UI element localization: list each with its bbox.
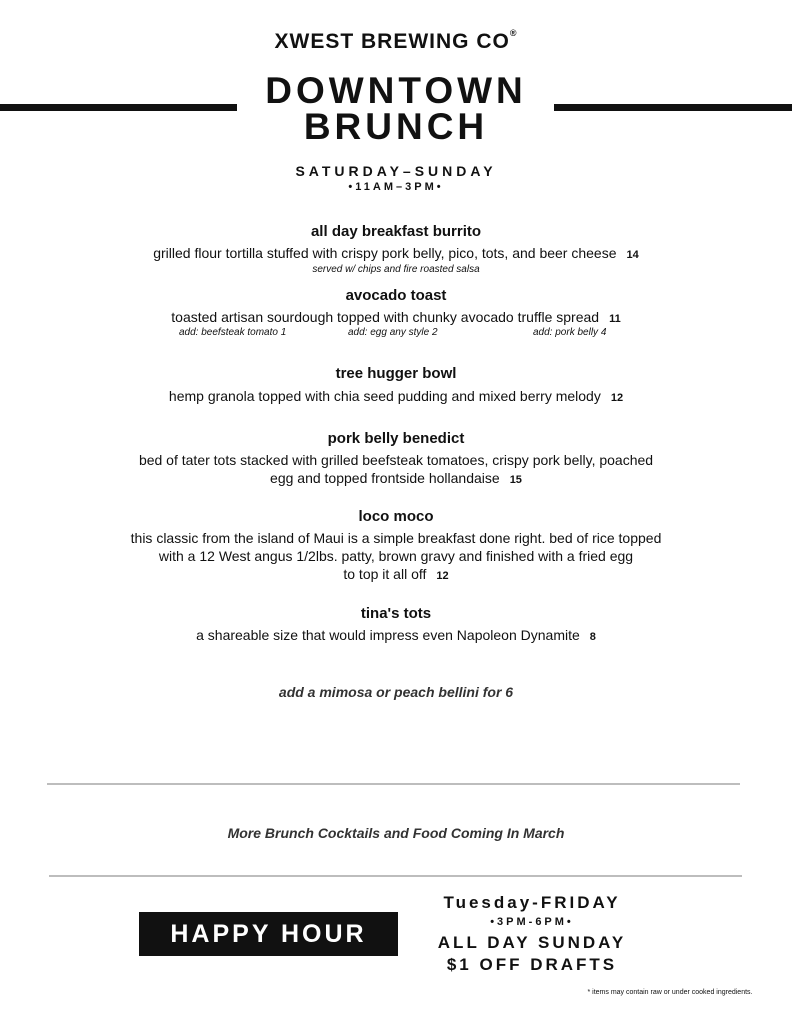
menu-item-name: avocado toast — [345, 287, 447, 304]
happy-hour-hours: •3PM-6PM• — [490, 916, 574, 928]
divider-bottom — [49, 875, 742, 877]
raw-food-disclaimer: * items may contain raw or under cooked ingredients. — [587, 989, 753, 996]
happy-hour-days: Tuesday-FRIDAY — [443, 893, 621, 912]
schedule-days: SATURDAY–SUNDAY — [295, 163, 497, 179]
addon-egg: add: egg any style 2 — [348, 327, 438, 338]
page-title-line1: DOWNTOWN — [265, 70, 527, 111]
brand-name: XWEST BREWING CO — [274, 30, 510, 53]
happy-hour-label: HAPPY HOUR — [139, 912, 398, 956]
menu-item-name: tina's tots — [360, 605, 432, 622]
divider-top — [47, 783, 740, 785]
menu-item-price: 15 — [509, 474, 522, 486]
menu-item-price: 11 — [609, 313, 621, 325]
menu-item-price: 14 — [626, 249, 639, 261]
menu-item-desc — [0, 244, 792, 264]
addon-tomato: add: beefsteak tomato 1 — [179, 327, 287, 338]
page-title-line2: BRUNCH — [303, 106, 489, 147]
menu-item-name: pork belly benedict — [327, 430, 465, 447]
happy-hour-sunday: ALL DAY SUNDAY — [437, 933, 627, 952]
menu-item-note: served w/ chips and fire roasted salsa — [312, 264, 480, 275]
happy-hour-deal: $1 OFF DRAFTS — [446, 955, 618, 974]
desc-line: egg and topped frontside hollandaise — [270, 470, 500, 486]
menu-item-price: 12 — [436, 570, 449, 582]
coming-soon-note: More Brunch Cocktails and Food Coming In March — [227, 825, 565, 841]
desc-line: bed of tater tots stacked with grilled beefsteak tomatoes, crispy pork belly, poached — [138, 452, 654, 468]
menu-item-name: tree hugger bowl — [335, 365, 457, 382]
menu-item-desc — [0, 626, 792, 646]
desc-line: hemp granola topped with chia seed pudding and mixed berry melody — [168, 388, 601, 404]
menu-item-name: loco moco — [358, 508, 434, 525]
desc-line: toasted artisan sourdough topped with chunky avocado truffle spread — [171, 309, 600, 325]
drink-promo: add a mimosa or peach bellini for 6 — [278, 684, 514, 700]
brand-logo — [0, 30, 792, 54]
menu-item-desc — [0, 451, 792, 489]
menu-item-name: all day breakfast burrito — [310, 223, 482, 240]
schedule-hours: •11AM–3PM• — [348, 181, 444, 193]
menu-item-price: 12 — [610, 392, 624, 404]
desc-line: to top it all off — [343, 566, 427, 582]
menu-item-desc — [0, 529, 792, 585]
registered-mark: ® — [509, 28, 518, 38]
menu-item-desc — [0, 308, 792, 328]
desc-line: with a 12 West angus 1/2lbs. patty, brown gravy and finished with a fried egg — [158, 548, 634, 564]
desc-line: a shareable size that would impress even Napoleon Dynamite — [196, 627, 580, 643]
desc-line: this classic from the island of Maui is a simple breakfast done right. bed of rice topped — [130, 530, 662, 546]
addon-pork-belly: add: pork belly 4 — [533, 327, 607, 338]
menu-item-price: 8 — [589, 631, 596, 643]
menu-item-desc — [0, 387, 792, 407]
desc-line: grilled flour tortilla stuffed with crispy pork belly, pico, tots, and beer cheese — [153, 245, 617, 261]
